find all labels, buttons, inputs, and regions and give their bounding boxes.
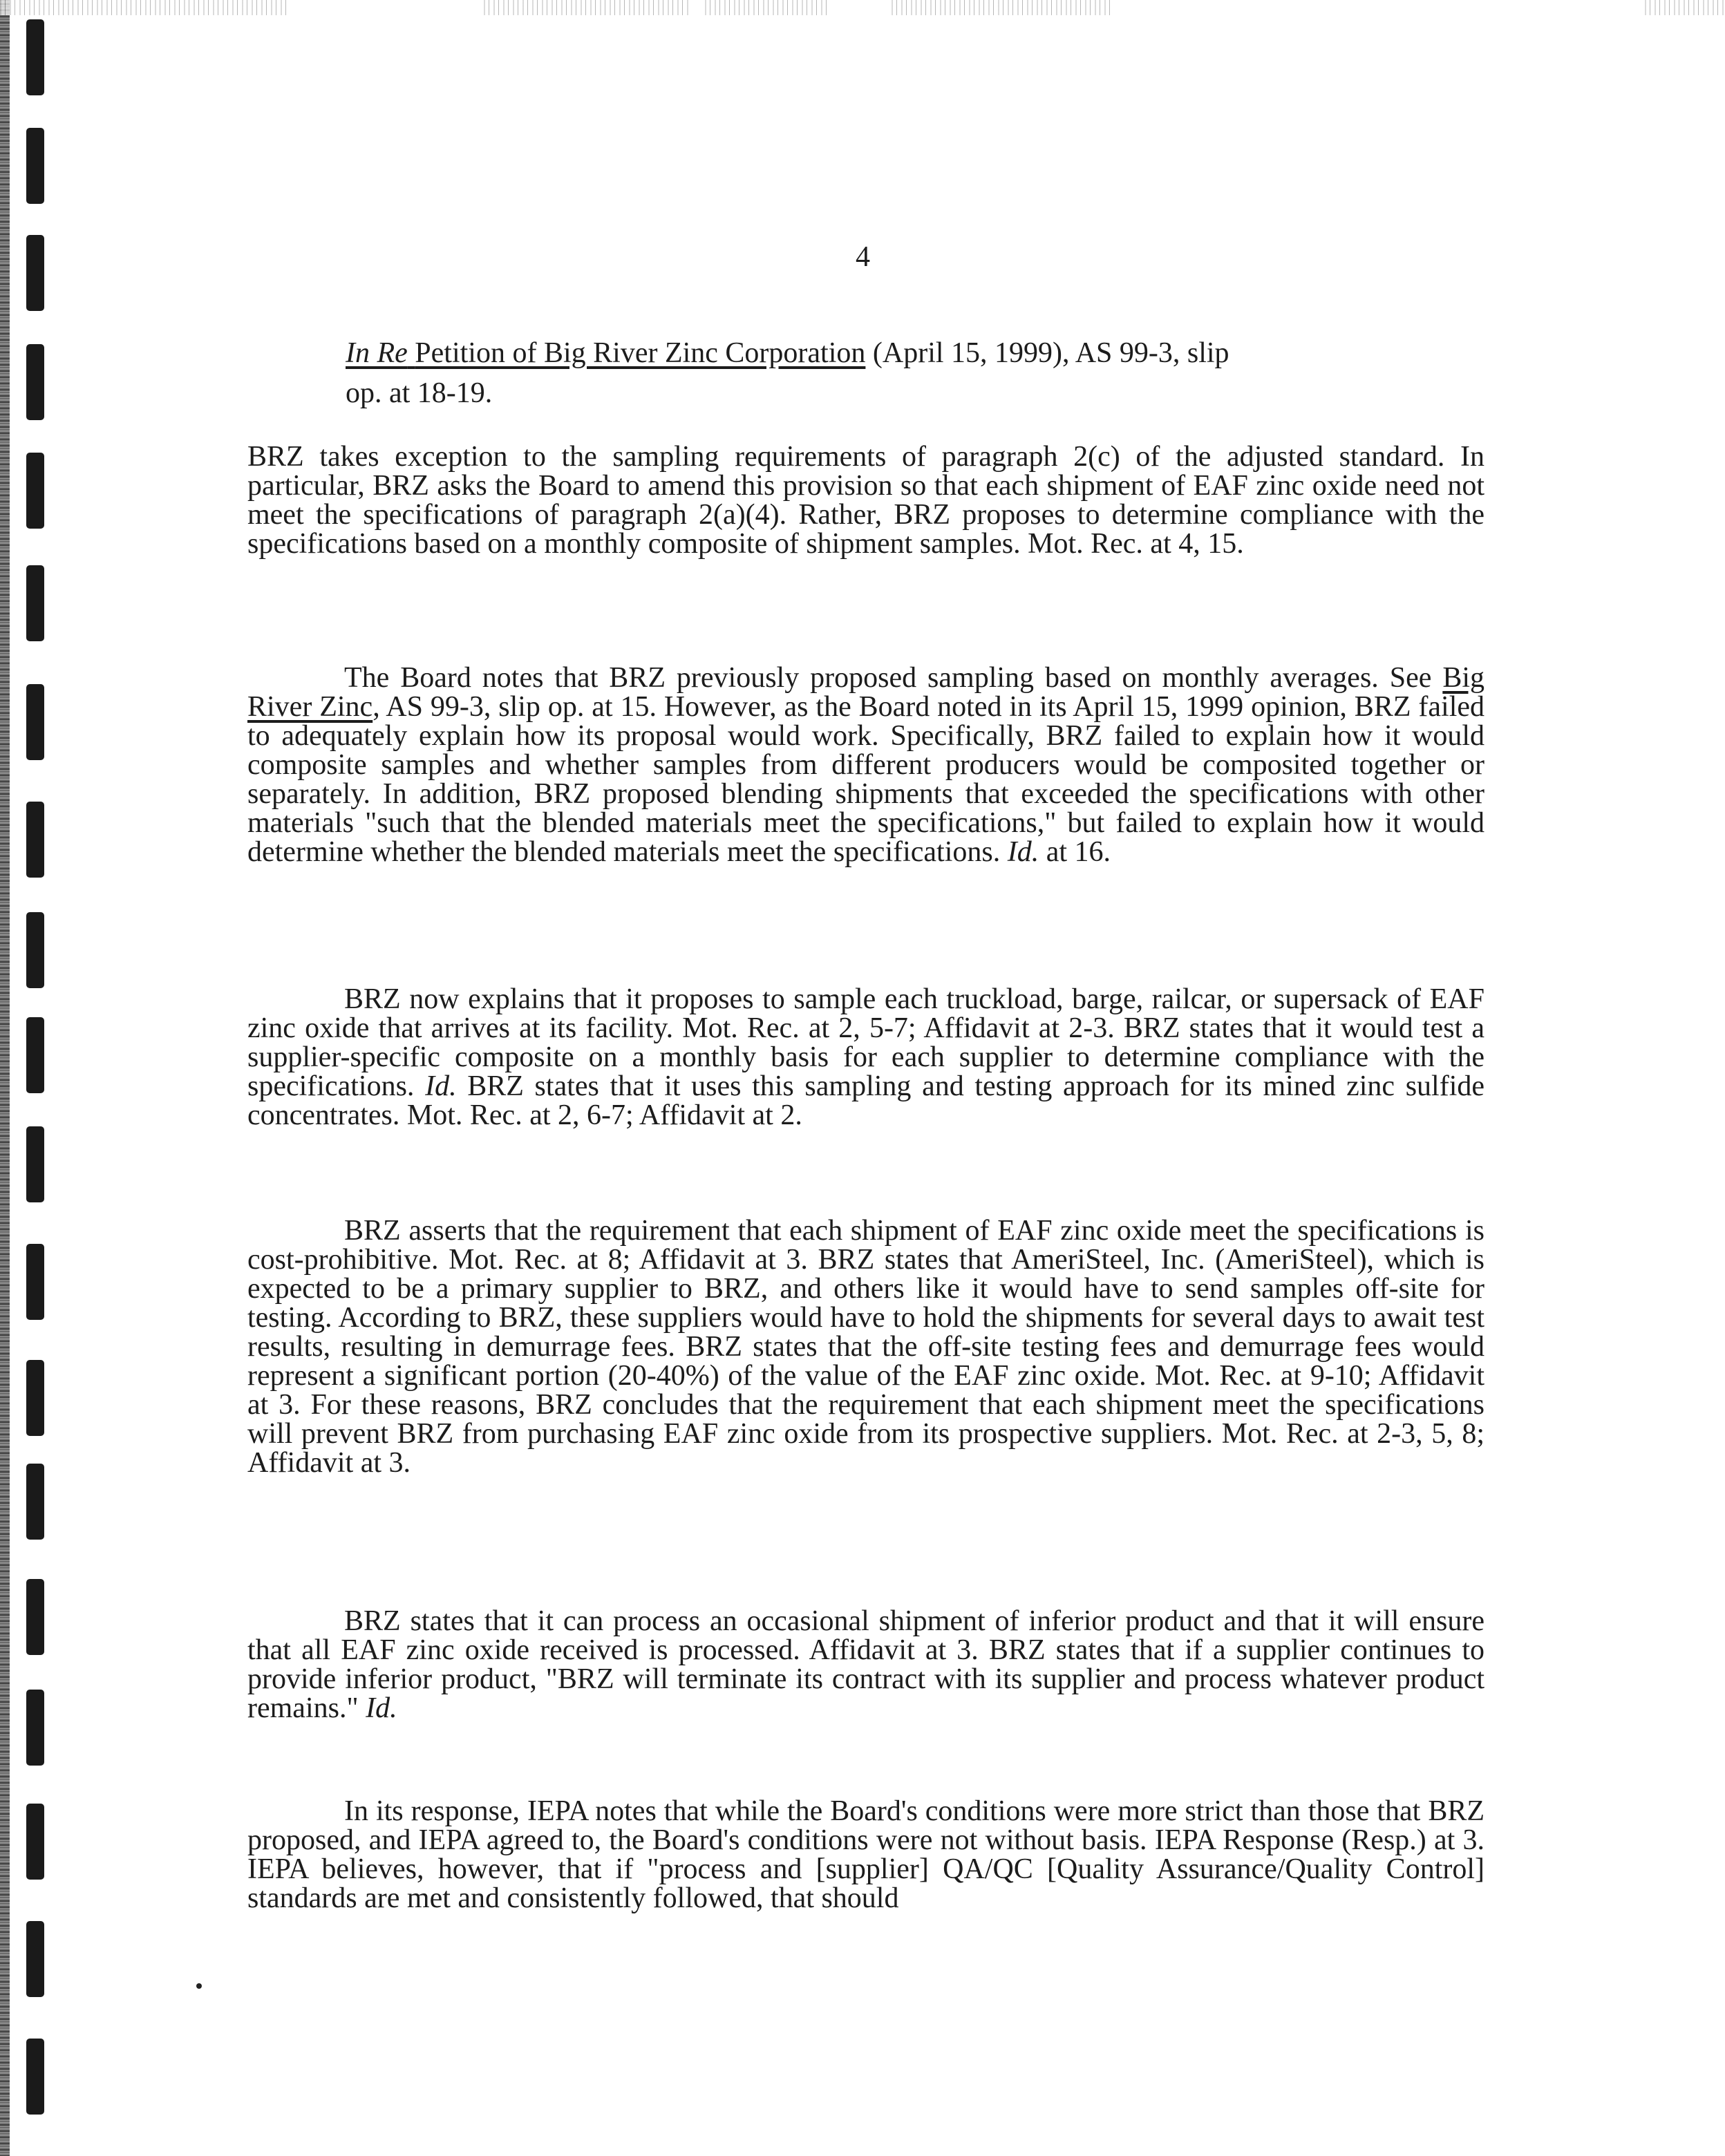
- scan-noise: [892, 0, 1113, 15]
- binder-hole-mark: [26, 802, 44, 878]
- citation-case-name: [346, 337, 865, 369]
- binder-hole-mark: [26, 912, 44, 988]
- case-reference: Big River Zinc: [247, 662, 1484, 723]
- binder-edge: [0, 0, 10, 2156]
- binder-hole-mark: [26, 2039, 44, 2115]
- citation-in-re: In Re: [346, 337, 408, 369]
- binder-hole-mark: [26, 1464, 44, 1540]
- citation-details: (April 15, 1999), AS 99-3, slip: [872, 337, 1229, 369]
- scan-noise: [0, 0, 290, 15]
- paragraph-text: , AS 99-3, slip op. at 15. However, as the Board noted in its April 15, 1999 opinion, BRZ failed to adequately explain how its proposal would work. Specifically, BRZ failed to explain how it would composite samples and whether samples from different producers would be composited together or separately. In addition, BRZ proposed blending shipments that exceeded the specifications with other materials "such that the blended materials meet the specifications," but failed to explain how it would determine whether the blended materials meet the specifications.: [247, 691, 1484, 868]
- paragraph-text: In its response, IEPA notes that while the Board's conditions were more strict than those that BRZ proposed, and IEPA agreed to, the Board's conditions were not without basis. IEPA Response (Resp.) at 3. IEPA believes, however, that if "process and [supplier] QA/QC [Quality Assurance/Quality Control] standards are met and consistently followed, that should: [247, 1795, 1484, 1914]
- scan-noise: [705, 0, 829, 15]
- page-number: 4: [856, 241, 870, 273]
- stray-mark: [196, 1983, 202, 1989]
- scan-noise: [1645, 0, 1725, 15]
- paragraph-text: at 16.: [1046, 836, 1111, 868]
- paragraph-text: The Board notes that BRZ previously proposed sampling based on monthly averages. See: [344, 662, 1432, 694]
- binder-hole-mark: [26, 1360, 44, 1436]
- citation-case-title: Petition of Big River Zinc Corporation: [415, 337, 866, 369]
- scan-noise: [484, 0, 691, 15]
- paragraph-brz-explains: [247, 985, 1484, 1130]
- binder-hole-mark: [26, 684, 44, 760]
- binder-hole-mark: [26, 1017, 44, 1093]
- id-citation: Id.: [425, 1070, 457, 1102]
- id-citation: Id.: [366, 1692, 397, 1724]
- binder-hole-mark: [26, 1579, 44, 1655]
- binder-hole-mark: [26, 19, 44, 95]
- paragraph-text: BRZ states that it uses this sampling and testing approach for its mined zinc sulfide concentrates. Mot. Rec. at 2, 6-7; Affidavit at 2.: [247, 1070, 1485, 1131]
- paragraph-text: BRZ takes exception to the sampling requirements of paragraph 2(c) of the adjusted standard. In particular, BRZ asks the Board to amend this provision so that each shipment of EAF zinc oxide need not meet the specifications of paragraph 2(a)(4). Rather, BRZ proposes to determine compliance with the specifications based on a monthly composite of shipment samples. Mot. Rec. at 4, 15.: [247, 441, 1484, 560]
- paragraph-iepa-response: [247, 1797, 1484, 1913]
- binder-hole-mark: [26, 344, 44, 420]
- binder-hole-mark: [26, 1244, 44, 1320]
- binder-hole-mark: [26, 128, 44, 204]
- binder-hole-mark: [26, 235, 44, 311]
- paragraph-text: BRZ asserts that the requirement that each shipment of EAF zinc oxide meet the specifications is cost-prohibitive. Mot. Rec. at 8; Affidavit at 3. BRZ states that AmeriSteel, Inc. (AmeriSteel), which is expected to be a primary supplier to BRZ, and others like it would have to send samples off-site for testing. According to BRZ, these suppliers would have to hold the shipments for several days to await test results, resulting in demurrage fees. BRZ states that the off-site testing fees and demurrage fees would represent a significant portion (20-40%) of the value of the EAF zinc oxide. Mot. Rec. at 9-10; Affidavit at 3. For these reasons, BRZ concludes that the requirement that each shipment meet the specifications will prevent BRZ from purchasing EAF zinc oxide from its prospective suppliers. Mot. Rec. at 2-3, 5, 8; Affidavit at 3.: [247, 1215, 1484, 1479]
- id-citation: Id.: [1007, 836, 1039, 868]
- paragraph-sampling-exception: [247, 442, 1484, 558]
- citation-continuation: op. at 18-19.: [346, 377, 493, 409]
- paragraph-text: BRZ states that it can process an occasional shipment of inferior product and that it will ensure that all EAF zinc oxide received is processed. Affidavit at 3. BRZ states that if a supplier continues to provide inferior product, "BRZ will terminate its contract with its supplier and process whatever product remains.": [247, 1605, 1484, 1724]
- paragraph-board-notes: [247, 663, 1484, 867]
- paragraph-cost-prohibitive: [247, 1216, 1484, 1477]
- paragraph-text: BRZ now explains that it proposes to sample each truckload, barge, railcar, or supersack of EAF zinc oxide that arrives at its facility. Mot. Rec. at 2, 5-7; Affidavit at 2-3. BRZ states that it would test a supplier-specific composite on a monthly basis for each supplier to determine compliance with the specifications.: [247, 983, 1484, 1102]
- binder-hole-mark: [26, 1690, 44, 1766]
- binder-hole-mark: [26, 1921, 44, 1997]
- paragraph-inferior-product: [247, 1607, 1484, 1723]
- case-citation: [346, 333, 1368, 413]
- binder-hole-mark: [26, 453, 44, 529]
- binder-hole-mark: [26, 1804, 44, 1880]
- binder-hole-mark: [26, 1126, 44, 1202]
- binder-hole-mark: [26, 565, 44, 641]
